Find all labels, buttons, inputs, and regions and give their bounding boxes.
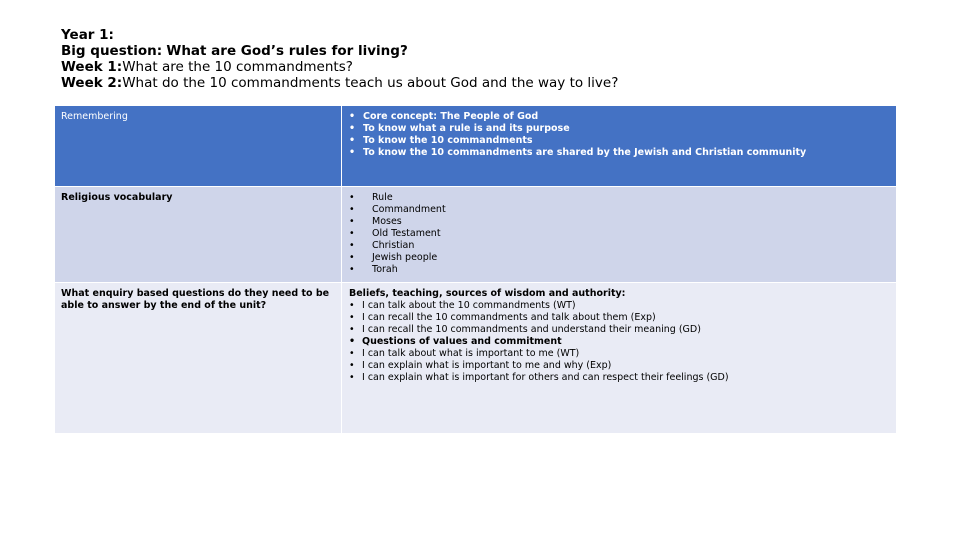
week-2-text: What do the 10 commandments teach us about God and the way to live?: [122, 75, 619, 91]
list-item: • To know the 10 commandments: [349, 135, 890, 147]
page-header: [61, 27, 941, 91]
big-question-text: What are God’s rules for living?: [166, 43, 408, 59]
vocabulary-content: [342, 187, 897, 283]
week-1-text: What are the 10 commandments?: [122, 59, 353, 75]
remembering-row: [55, 106, 897, 187]
list-item: • Torah: [349, 264, 890, 276]
unit-table: [54, 105, 897, 434]
enquiry-label: What enquiry based questions do they need to be able to answer by the end of the unit?: [55, 283, 342, 434]
list-item: • Rule: [349, 192, 890, 204]
big-question: [61, 43, 941, 59]
week-2-label: Week 2:: [61, 75, 123, 91]
enquiry-row: [55, 283, 897, 434]
week-1-question: [61, 59, 941, 75]
enquiry-list: [349, 300, 890, 384]
enquiry-content: [342, 283, 897, 434]
remembering-label: Remembering: [55, 106, 342, 187]
remembering-list: [349, 111, 890, 159]
remembering-content: [342, 106, 897, 187]
vocabulary-row: [55, 187, 897, 283]
list-item: • To know what a rule is and its purpose: [349, 123, 890, 135]
list-item: • Moses: [349, 216, 890, 228]
vocabulary-label: Religious vocabulary: [55, 187, 342, 283]
list-item: • I can recall the 10 commandments and understand their meaning (GD): [349, 324, 890, 336]
list-item: • Christian: [349, 240, 890, 252]
list-item: • Commandment: [349, 204, 890, 216]
list-item: • I can explain what is important to me and why (Exp): [349, 360, 890, 372]
big-question-label: Big question:: [61, 43, 163, 59]
list-item: • Jewish people: [349, 252, 890, 264]
list-item: • Old Testament: [349, 228, 890, 240]
week-2-question: [61, 75, 941, 91]
year-heading: Year 1:: [61, 27, 114, 43]
vocabulary-list: [349, 192, 890, 276]
list-item: • Core concept: The People of God: [349, 111, 890, 123]
list-item: • To know the 10 commandments are shared by the Jewish and Christian community: [349, 147, 890, 159]
list-item: • I can talk about the 10 commandments (WT): [349, 300, 890, 312]
week-1-label: Week 1:: [61, 59, 123, 75]
beliefs-heading: Beliefs, teaching, sources of wisdom and authority:: [349, 288, 626, 299]
list-item: • I can explain what is important for others and can respect their feelings (GD): [349, 372, 890, 384]
values-heading: • Questions of values and commitment: [349, 336, 890, 348]
list-item: • I can talk about what is important to me (WT): [349, 348, 890, 360]
list-item: • I can recall the 10 commandments and talk about them (Exp): [349, 312, 890, 324]
